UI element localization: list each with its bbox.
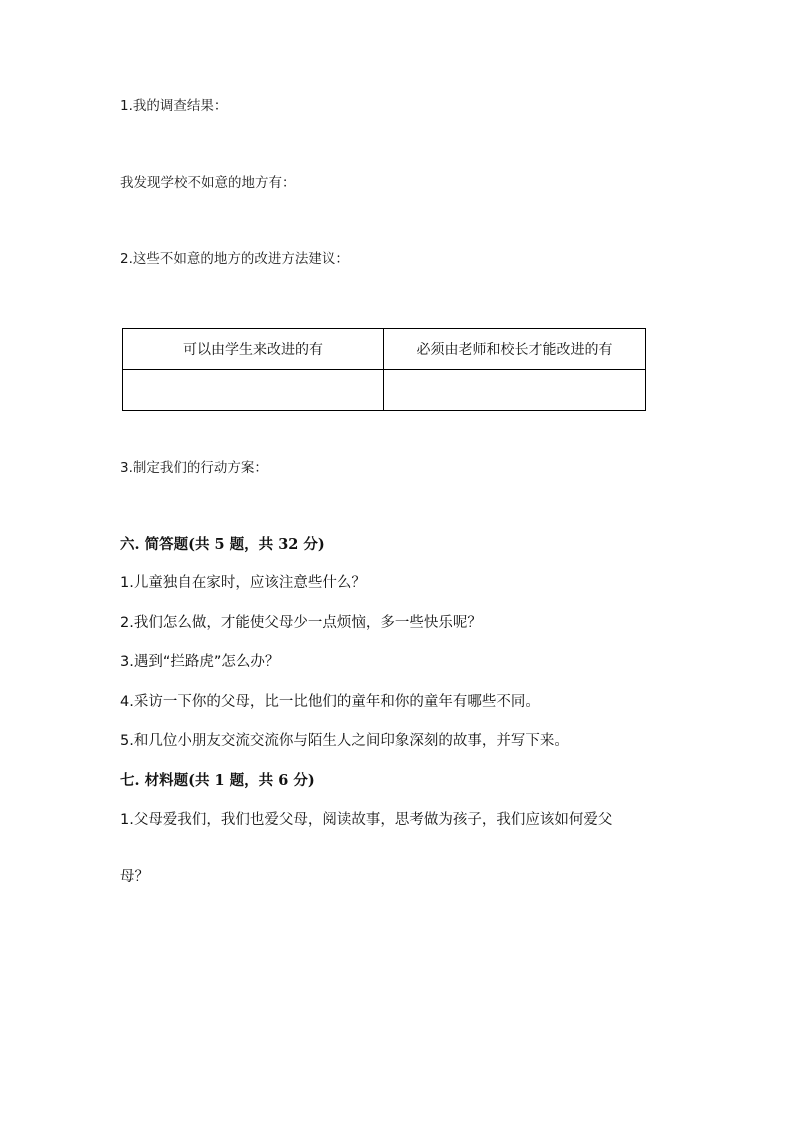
table-header-row [123,329,646,370]
table-header-students: 可以由学生来改进的有 [123,329,384,370]
survey-item-3: 3.制定我们的行动方案： [120,460,268,476]
table-cell-teachers [384,370,646,411]
section-7-title: 七. 材料题(共 1 题，共 6 分) [120,772,315,789]
survey-item-1: 1.我的调查结果： [120,98,228,114]
section-7-question-1-line-1: 1.父母爱我们，我们也爱父母，阅读故事，思考做为孩子，我们应该如何爱父 [120,812,613,828]
survey-item-1-subtext: 我发现学校不如意的地方有： [120,175,296,191]
section-6-question-3: 3.遇到“拦路虎”怎么办？ [120,654,280,670]
table-row [123,370,646,411]
section-6-title: 六. 简答题(共 5 题，共 32 分) [120,536,325,553]
section-7-question-1-line-2: 母？ [120,869,149,885]
section-6-question-2: 2.我们怎么做，才能使父母少一点烦恼，多一些快乐呢？ [120,615,482,631]
table-cell-students [123,370,384,411]
table-header-teachers: 必须由老师和校长才能改进的有 [384,329,646,370]
section-6-question-1: 1.儿童独自在家时，应该注意些什么？ [120,575,366,591]
section-6-question-5: 5.和几位小朋友交流交流你与陌生人之间印象深刻的故事，并写下来。 [120,733,569,749]
section-6-question-4: 4.采访一下你的父母，比一比他们的童年和你的童年有哪些不同。 [120,694,540,710]
improvement-table [122,328,646,411]
survey-item-2: 2.这些不如意的地方的改进方法建议： [120,251,349,267]
